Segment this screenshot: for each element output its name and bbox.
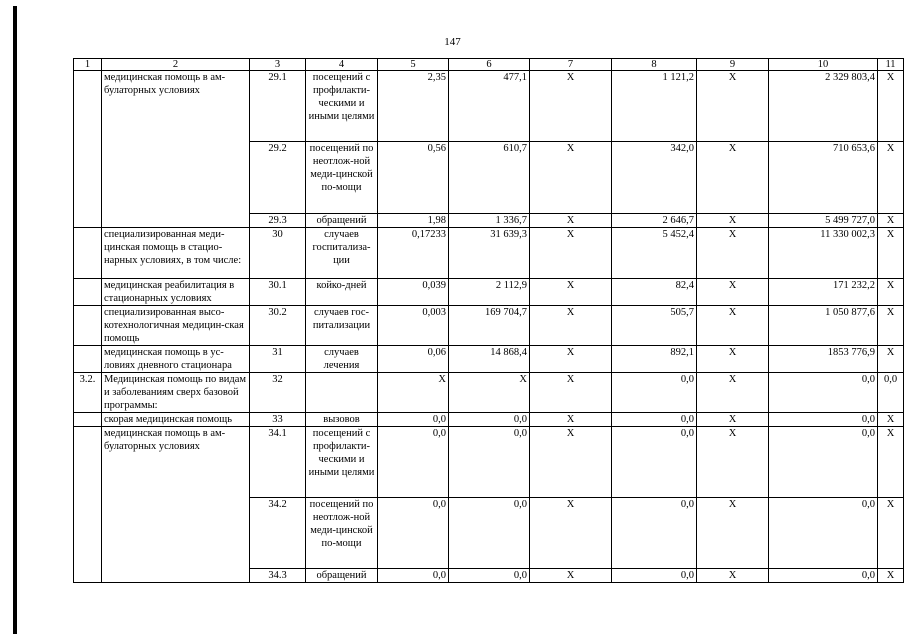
unit-cell: случаев гос-питализации	[306, 306, 378, 346]
unit-cell: случаев лечения	[306, 346, 378, 373]
row-number-cell: 31	[250, 346, 306, 373]
cost-cell: 0,0	[449, 427, 530, 498]
header-cell: 11	[878, 59, 904, 71]
table-row	[74, 373, 904, 413]
volume-cell: 0,0	[378, 427, 449, 498]
section-cell	[74, 71, 102, 228]
col9-cell: X	[697, 427, 769, 498]
col10-cell: 11 330 002,3	[769, 228, 878, 279]
table-row	[74, 228, 904, 279]
volume-cell: 0,0	[378, 498, 449, 569]
cost-cell: 0,0	[449, 569, 530, 583]
col10-cell: 2 329 803,4	[769, 71, 878, 142]
cost-cell: 0,0	[449, 413, 530, 427]
col11-cell: X	[878, 71, 904, 142]
col10-cell: 0,0	[769, 413, 878, 427]
unit-cell: вызовов	[306, 413, 378, 427]
col9-cell: X	[697, 228, 769, 279]
volume-cell: 0,56	[378, 142, 449, 214]
table-row	[74, 427, 904, 498]
col8-cell: 892,1	[612, 346, 697, 373]
left-margin-rule	[13, 6, 17, 634]
section-cell	[74, 413, 102, 427]
header-cell: 2	[102, 59, 250, 71]
volume-cell: 0,0	[378, 569, 449, 583]
unit-cell: обращений	[306, 214, 378, 228]
section-cell	[74, 346, 102, 373]
col7-cell: X	[530, 413, 612, 427]
col9-cell: X	[697, 214, 769, 228]
unit-cell: посещений по неотлож-ной меди-цинской по-мощи	[306, 142, 378, 214]
cost-cell: 477,1	[449, 71, 530, 142]
section-cell	[74, 306, 102, 346]
service-name-cell: Медицинская помощь по видам и заболеваниям сверх базовой программы:	[102, 373, 250, 413]
unit-cell: посещений с профилакти-ческими и иными целями	[306, 71, 378, 142]
col10-cell: 0,0	[769, 427, 878, 498]
service-name-cell: специализированная меди-цинская помощь в стацио-нарных условиях, в том числе:	[102, 228, 250, 279]
row-number-cell: 30.2	[250, 306, 306, 346]
cost-cell: 1 336,7	[449, 214, 530, 228]
volume-cell: 2,35	[378, 71, 449, 142]
unit-cell	[306, 373, 378, 413]
col11-cell: X	[878, 228, 904, 279]
col7-cell: X	[530, 373, 612, 413]
col11-cell: X	[878, 142, 904, 214]
volume-cell: X	[378, 373, 449, 413]
col9-cell: X	[697, 413, 769, 427]
row-number-cell: 33	[250, 413, 306, 427]
unit-cell: обращений	[306, 569, 378, 583]
col7-cell: X	[530, 228, 612, 279]
col9-cell: X	[697, 346, 769, 373]
col11-cell: X	[878, 413, 904, 427]
col9-cell: X	[697, 569, 769, 583]
row-number-cell: 32	[250, 373, 306, 413]
col8-cell: 342,0	[612, 142, 697, 214]
volume-cell: 0,06	[378, 346, 449, 373]
table-row	[74, 346, 904, 373]
volume-cell: 0,039	[378, 279, 449, 306]
header-cell: 5	[378, 59, 449, 71]
col8-cell: 0,0	[612, 427, 697, 498]
col7-cell: X	[530, 346, 612, 373]
volume-cell: 1,98	[378, 214, 449, 228]
service-name-cell: медицинская помощь в ус-ловиях дневного стационара	[102, 346, 250, 373]
header-row	[74, 59, 904, 71]
service-name-cell: медицинская помощь в ам-булаторных условиях	[102, 427, 250, 583]
col11-cell: X	[878, 569, 904, 583]
col10-cell: 0,0	[769, 569, 878, 583]
col9-cell: X	[697, 71, 769, 142]
section-cell	[74, 228, 102, 279]
col7-cell: X	[530, 498, 612, 569]
col10-cell: 0,0	[769, 373, 878, 413]
row-number-cell: 29.1	[250, 71, 306, 142]
header-cell: 9	[697, 59, 769, 71]
header-cell: 6	[449, 59, 530, 71]
table-row	[74, 306, 904, 346]
header-cell: 10	[769, 59, 878, 71]
col10-cell: 1 050 877,6	[769, 306, 878, 346]
col7-cell: X	[530, 214, 612, 228]
col8-cell: 0,0	[612, 373, 697, 413]
volume-cell: 0,17233	[378, 228, 449, 279]
row-number-cell: 34.1	[250, 427, 306, 498]
col11-cell: X	[878, 214, 904, 228]
col9-cell: X	[697, 142, 769, 214]
header-cell: 8	[612, 59, 697, 71]
col10-cell: 0,0	[769, 498, 878, 569]
table-row	[74, 71, 904, 142]
col8-cell: 2 646,7	[612, 214, 697, 228]
col10-cell: 5 499 727,0	[769, 214, 878, 228]
cost-cell: 0,0	[449, 498, 530, 569]
row-number-cell: 34.2	[250, 498, 306, 569]
header-cell: 1	[74, 59, 102, 71]
col9-cell: X	[697, 373, 769, 413]
col8-cell: 5 452,4	[612, 228, 697, 279]
unit-cell: случаев госпитализа-ции	[306, 228, 378, 279]
col11-cell: X	[878, 346, 904, 373]
header-cell: 4	[306, 59, 378, 71]
header-cell: 7	[530, 59, 612, 71]
unit-cell: койко-дней	[306, 279, 378, 306]
col11-cell: 0,0	[878, 373, 904, 413]
cost-cell: 2 112,9	[449, 279, 530, 306]
col7-cell: X	[530, 569, 612, 583]
section-cell	[74, 427, 102, 583]
unit-cell: посещений по неотлож-ной меди-цинской по-мощи	[306, 498, 378, 569]
col7-cell: X	[530, 306, 612, 346]
volume-cell: 0,0	[378, 413, 449, 427]
col8-cell: 505,7	[612, 306, 697, 346]
cost-cell: 14 868,4	[449, 346, 530, 373]
section-cell: 3.2.	[74, 373, 102, 413]
volume-cell: 0,003	[378, 306, 449, 346]
row-number-cell: 30.1	[250, 279, 306, 306]
row-number-cell: 29.2	[250, 142, 306, 214]
cost-cell: 169 704,7	[449, 306, 530, 346]
row-number-cell: 30	[250, 228, 306, 279]
unit-cell: посещений с профилакти-ческими и иными целями	[306, 427, 378, 498]
col11-cell: X	[878, 279, 904, 306]
cost-cell: 610,7	[449, 142, 530, 214]
col10-cell: 710 653,6	[769, 142, 878, 214]
col9-cell: X	[697, 306, 769, 346]
service-name-cell: медицинская помощь в ам-булаторных условиях	[102, 71, 250, 228]
col10-cell: 1853 776,9	[769, 346, 878, 373]
data-table	[73, 58, 904, 583]
header-cell: 3	[250, 59, 306, 71]
col9-cell: X	[697, 279, 769, 306]
service-name-cell: специализированная высо-котехнологичная медицин-ская помощь	[102, 306, 250, 346]
col7-cell: X	[530, 279, 612, 306]
col7-cell: X	[530, 427, 612, 498]
cost-cell: 31 639,3	[449, 228, 530, 279]
col11-cell: X	[878, 427, 904, 498]
col11-cell: X	[878, 306, 904, 346]
table-row	[74, 413, 904, 427]
col7-cell: X	[530, 142, 612, 214]
section-cell	[74, 279, 102, 306]
row-number-cell: 34.3	[250, 569, 306, 583]
col7-cell: X	[530, 71, 612, 142]
col9-cell: X	[697, 498, 769, 569]
col8-cell: 82,4	[612, 279, 697, 306]
col11-cell: X	[878, 498, 904, 569]
service-name-cell: скорая медицинская помощь	[102, 413, 250, 427]
col8-cell: 0,0	[612, 569, 697, 583]
col8-cell: 0,0	[612, 413, 697, 427]
cost-cell: X	[449, 373, 530, 413]
col8-cell: 0,0	[612, 498, 697, 569]
service-name-cell: медицинская реабилитация в стационарных условиях	[102, 279, 250, 306]
col8-cell: 1 121,2	[612, 71, 697, 142]
table-row	[74, 279, 904, 306]
col10-cell: 171 232,2	[769, 279, 878, 306]
page-number: 147	[444, 36, 461, 48]
row-number-cell: 29.3	[250, 214, 306, 228]
